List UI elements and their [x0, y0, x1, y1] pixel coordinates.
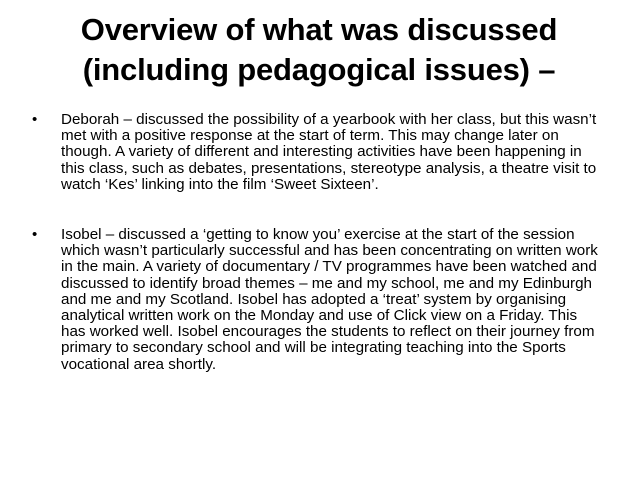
bullet-list: [32, 112, 602, 373]
slide-title-line-1: Overview of what was discussed: [80, 12, 558, 47]
bullet-item-deborah: [32, 112, 602, 193]
slide-title: [20, 10, 618, 90]
bullet-marker: •: [32, 226, 38, 244]
bullet-item-isobel: [32, 227, 602, 373]
slide-title-line-2: (including pedagogical issues) –: [82, 52, 556, 87]
bullet-marker: •: [32, 111, 38, 128]
bullet-text: Deborah – discussed the possibility of a yearbook with her class, but this wasn’t met with a positive response at the start of term. This may change later on though. A variety of different and interesting activities have been happening in this class, such as debates, presentations, stereotype analysis, a theatre visit to watch ‘Kes’ linking into the film ‘Sweet Sixteen’.: [61, 111, 597, 193]
bullet-text: Isobel – discussed a ‘getting to know you’ exercise at the start of the session which wasn’t particularly successful and has been concentrating on written work in the main. A variety of documentary / TV programmes have been watched and discussed to identify broad themes – me and my school, me and my Edinburgh and me and my Scotland. Isobel has adopted a ‘treat’ system by organising analytical written work on the Monday and use of Click view on a Friday. This has worked well. Isobel encourages the students to reflect on their journey from primary to secondary school and will be integrating teaching into the Sports vocational area shortly.: [61, 226, 598, 373]
